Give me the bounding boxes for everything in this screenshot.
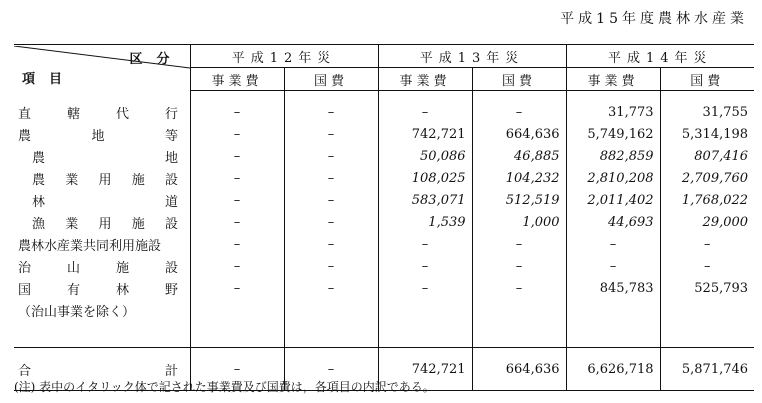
cell-cost: – xyxy=(378,101,472,123)
table-row xyxy=(14,211,754,233)
row-label xyxy=(14,211,190,233)
cell-national: 1,768,022 xyxy=(660,189,754,211)
cell-national: 807,416 xyxy=(660,145,754,167)
cell-national: – xyxy=(660,255,754,277)
col-header-national: 国費 xyxy=(284,68,378,91)
cell-cost: 5,749,162 xyxy=(566,123,660,145)
row-label-text: 農 業 用 施 設 xyxy=(32,172,178,188)
col-header-national: 国費 xyxy=(472,68,566,91)
cell-cost: – xyxy=(566,255,660,277)
cell-cost: 108,025 xyxy=(378,167,472,189)
corner-label-bottom: 項目 xyxy=(22,71,77,87)
cell-cost: 742,721 xyxy=(378,123,472,145)
page-header-title: 平成15年度農林水産業 xyxy=(560,11,748,27)
corner-header-cell xyxy=(14,45,190,91)
cell-national: 5,314,198 xyxy=(660,123,754,145)
cell-cost: 50,086 xyxy=(378,145,472,167)
row-label xyxy=(14,233,190,255)
row-label-text: 林 道 xyxy=(32,194,178,210)
cell-national xyxy=(472,299,566,321)
row-label-text: 農林水産業共同利用施設 xyxy=(18,238,162,254)
cell-cost: 44,693 xyxy=(566,211,660,233)
cell-national xyxy=(284,299,378,321)
cell-cost: – xyxy=(190,167,284,189)
cell-cost: – xyxy=(190,233,284,255)
cell-cost: 31,773 xyxy=(566,101,660,123)
cell-cost: 2,011,402 xyxy=(566,189,660,211)
cell-cost: – xyxy=(190,211,284,233)
table-row xyxy=(14,167,754,189)
cell-national: – xyxy=(284,167,378,189)
row-label xyxy=(14,167,190,189)
cell-national: 512,519 xyxy=(472,189,566,211)
cell-national: – xyxy=(284,123,378,145)
cell-cost: – xyxy=(190,348,284,391)
cell-national: 2,709,760 xyxy=(660,167,754,189)
cell-national: 664,636 xyxy=(472,123,566,145)
cell-cost: 583,071 xyxy=(378,189,472,211)
cell-cost xyxy=(190,299,284,321)
cell-cost: – xyxy=(190,145,284,167)
row-label-text: 国 有 林 野 xyxy=(18,282,178,298)
table-body xyxy=(14,91,754,391)
table-row xyxy=(14,299,754,321)
row-label-text: 農 地 xyxy=(32,150,178,166)
cell-cost: 6,626,718 xyxy=(566,348,660,391)
cell-cost: 2,810,208 xyxy=(566,167,660,189)
row-label-text: （治山事業を除く） xyxy=(18,304,136,320)
row-label-text: 農 地 等 xyxy=(18,128,178,144)
col-header-national: 国費 xyxy=(660,68,754,91)
cell-national: – xyxy=(284,255,378,277)
table-row xyxy=(14,145,754,167)
table-row xyxy=(14,123,754,145)
col-header-cost: 事業費 xyxy=(190,68,284,91)
cell-cost: 1,539 xyxy=(378,211,472,233)
table-row xyxy=(14,233,754,255)
cell-cost: 845,783 xyxy=(566,277,660,299)
disaster-cost-table xyxy=(14,44,754,391)
corner-label-top: 区分 xyxy=(129,51,184,67)
cell-national: 5,871,746 xyxy=(660,348,754,391)
cell-national: – xyxy=(472,277,566,299)
cell-national: 46,885 xyxy=(472,145,566,167)
row-label xyxy=(14,145,190,167)
row-label-text: 直 轄 代 行 xyxy=(18,106,178,122)
era-header-h14: 平成14年災 xyxy=(566,45,754,68)
cell-national: 104,232 xyxy=(472,167,566,189)
cell-national: – xyxy=(284,189,378,211)
cell-cost: – xyxy=(190,123,284,145)
table-row xyxy=(14,101,754,123)
cell-cost: 742,721 xyxy=(378,348,472,391)
cell-cost: – xyxy=(378,233,472,255)
era-header-h12: 平成12年災 xyxy=(190,45,378,68)
cell-national: 31,755 xyxy=(660,101,754,123)
cell-national: – xyxy=(284,348,378,391)
cell-cost: – xyxy=(190,255,284,277)
cell-national: 664,636 xyxy=(472,348,566,391)
cell-national: – xyxy=(284,211,378,233)
row-label xyxy=(14,255,190,277)
row-label xyxy=(14,299,190,321)
cell-national: 1,000 xyxy=(472,211,566,233)
cell-national: – xyxy=(660,233,754,255)
cell-cost: – xyxy=(378,277,472,299)
era-header-h13: 平成13年災 xyxy=(378,45,566,68)
cell-national: – xyxy=(284,233,378,255)
row-label xyxy=(14,123,190,145)
cell-cost: – xyxy=(190,101,284,123)
row-label-text: 治 山 施 設 xyxy=(18,260,178,276)
table-row xyxy=(14,255,754,277)
footnote: (注) 表中のイタリック体で記された事業費及び国費は，各項目の内訳である。 xyxy=(14,380,435,394)
row-label-text: 漁 業 用 施 設 xyxy=(32,216,178,232)
table-row xyxy=(14,189,754,211)
cell-national: – xyxy=(284,101,378,123)
cell-national: 29,000 xyxy=(660,211,754,233)
cell-cost: – xyxy=(190,277,284,299)
row-label xyxy=(14,101,190,123)
cell-cost xyxy=(378,299,472,321)
cell-cost: – xyxy=(378,255,472,277)
cell-cost: – xyxy=(190,189,284,211)
cell-cost: – xyxy=(566,233,660,255)
spacer-row xyxy=(14,321,754,348)
row-label xyxy=(14,277,190,299)
cell-national: – xyxy=(284,277,378,299)
cell-national: – xyxy=(472,233,566,255)
spacer-row xyxy=(14,91,754,102)
cell-national: – xyxy=(472,101,566,123)
table-row xyxy=(14,277,754,299)
col-header-cost: 事業費 xyxy=(378,68,472,91)
cell-cost xyxy=(566,299,660,321)
row-label-text: 合 計 xyxy=(18,363,178,379)
row-label xyxy=(14,189,190,211)
cell-cost: 882,859 xyxy=(566,145,660,167)
cell-national xyxy=(660,299,754,321)
cell-national: – xyxy=(472,255,566,277)
cell-national: – xyxy=(284,145,378,167)
col-header-cost: 事業費 xyxy=(566,68,660,91)
cell-national: 525,793 xyxy=(660,277,754,299)
